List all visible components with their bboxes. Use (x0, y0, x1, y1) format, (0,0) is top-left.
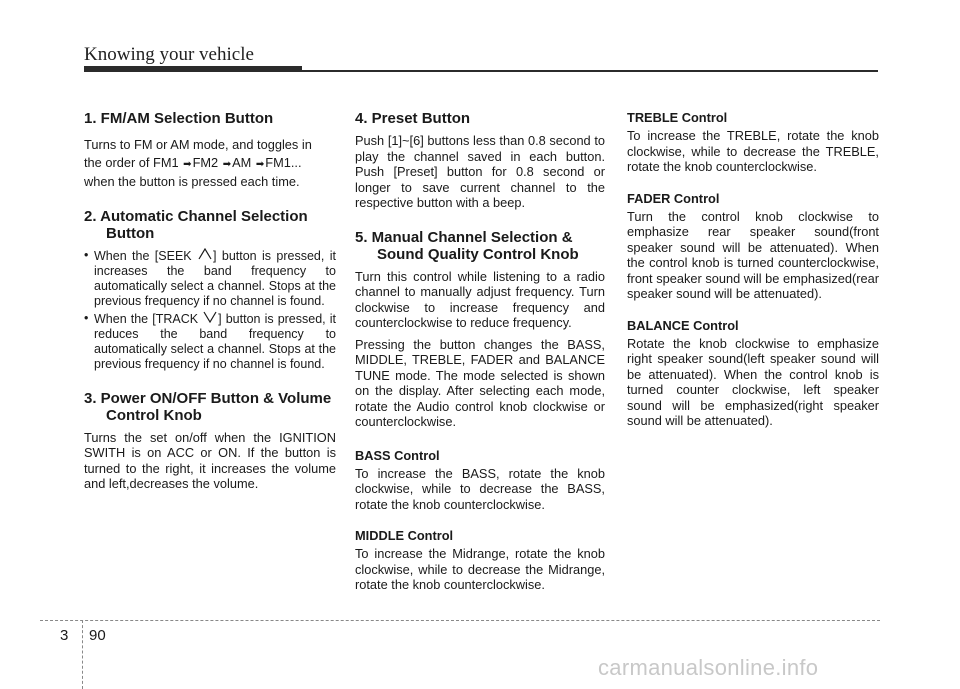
text-order-fm2: FM2 (192, 154, 219, 170)
track-text-b: ] button is pressed, it reduces the band frequency to automatically select a channel. Stops at the previous frequency if no channel is found. (94, 311, 336, 371)
heading-manual-channel: 5. Manual Channel Selection & Sound Quality Control Knob (355, 228, 579, 263)
header-rule-thick (84, 66, 302, 72)
text-order-fm1-end: FM1... (265, 154, 302, 170)
heading-fm-am: 1. FM/AM Selection Button (84, 110, 274, 127)
heading-power-volume: 3. Power ON/OFF Button & Volume Control Knob (84, 389, 332, 424)
arrow-right-icon: ➡ (255, 158, 265, 170)
text-fader: Turn the control knob clockwise to emphasize rear speaker sound(front speaker sound will be attenuated). When the control knob is turned counterclockwise, front speaker sound will be emphasized(rear speaker sound will be attenuated). (627, 208, 879, 301)
section-middle (355, 528, 605, 593)
section-bass (355, 448, 605, 513)
seek-text-a: When the [SEEK (94, 248, 192, 263)
section-balance (627, 318, 879, 429)
heading-preset: 4. Preset Button (355, 110, 471, 127)
text-bass: To increase the BASS, rotate the knob clockwise, while to decrease the BASS, rotate the knob counterclockwise. (355, 465, 605, 512)
list-item (84, 311, 336, 372)
text-power-volume: Turns the set on/off when the IGNITION SWITH is on ACC or ON. If the button is turned to the right, it increases the volume and left,decreases the volume. (84, 429, 336, 491)
track-text-a: When the [TRACK (94, 311, 199, 326)
text-fm-am-3: when the button is pressed each time. (84, 174, 300, 189)
section-auto-channel (84, 208, 336, 372)
text-fm-am-1: Turns to FM or AM mode, and toggles in (84, 137, 312, 152)
section-manual-channel (355, 229, 605, 430)
heading-balance: BALANCE Control (627, 317, 739, 333)
text-balance: Rotate the knob clockwise to emphasize right speaker sound(left speaker sound will be attenuated). When the control knob is turned counter clockwise, left speaker sound will be emphasized(right speaker sound will be attenuated). (627, 335, 879, 428)
column-left (84, 110, 336, 510)
text-treble: To increase the TREBLE, rotate the knob clockwise, while to decrease the TREBLE, rotate the knob counterclockwise. (627, 128, 879, 174)
list-item (84, 248, 336, 309)
section-title: Knowing your vehicle (84, 44, 254, 65)
footer-divider (82, 620, 83, 689)
heading-treble: TREBLE Control (627, 110, 728, 125)
text-middle: To increase the Midrange, rotate the knob clockwise, while to decrease the Midrange, rotate the knob counterclockwise. (355, 546, 605, 592)
text-order-am: AM (232, 154, 252, 170)
text-manual-channel-1: Turn this control while listening to a radio channel to manually adjust frequency. Turn clockwise to increase frequency and counterclockwise to reduce frequency. (355, 268, 605, 330)
watermark: carmanualsonline.info (598, 655, 819, 680)
caret-up-icon (197, 248, 213, 260)
auto-channel-list (84, 248, 336, 372)
section-preset (355, 110, 605, 211)
text-order-fm1: the order of FM1 (84, 154, 179, 170)
section-fader (627, 191, 879, 302)
seek-text-b: ] button is pressed, it increases the band frequency to automatically select a channel. Stops at the previous frequency if no channel is found. (94, 248, 336, 308)
section-treble (627, 110, 879, 175)
column-middle (355, 110, 605, 609)
caret-down-icon (202, 311, 218, 323)
text-preset: Push [1]~[6] buttons less than 0.8 second to play the channel saved in each button. Push [Preset] button for 0.8 second or longer to save current channel to the respective button with a beep. (355, 133, 605, 210)
chapter-number: 3 (60, 627, 69, 644)
heading-middle: MIDDLE Control (355, 528, 454, 543)
heading-auto-channel: 2. Automatic Channel Selection Button (84, 207, 308, 242)
section-power-volume (84, 390, 336, 492)
footer-rule (40, 620, 880, 621)
column-right (627, 110, 879, 445)
arrow-right-icon: ➡ (222, 158, 232, 170)
text-manual-channel-2: Pressing the button changes the BASS, MIDDLE, TREBLE, FADER and BALANCE TUNE mode. The mode selected is shown on the display. After selecting each mode, rotate the Audio control knob clockwise or counterclockwise. (355, 336, 605, 429)
heading-fader: FADER Control (627, 190, 720, 206)
heading-bass: BASS Control (355, 447, 440, 463)
header-rule-thin (302, 70, 878, 72)
section-fm-am (84, 110, 336, 190)
arrow-right-icon: ➡ (183, 158, 192, 170)
text-fm-am-2 (84, 155, 336, 173)
page-number: 90 (89, 627, 106, 644)
